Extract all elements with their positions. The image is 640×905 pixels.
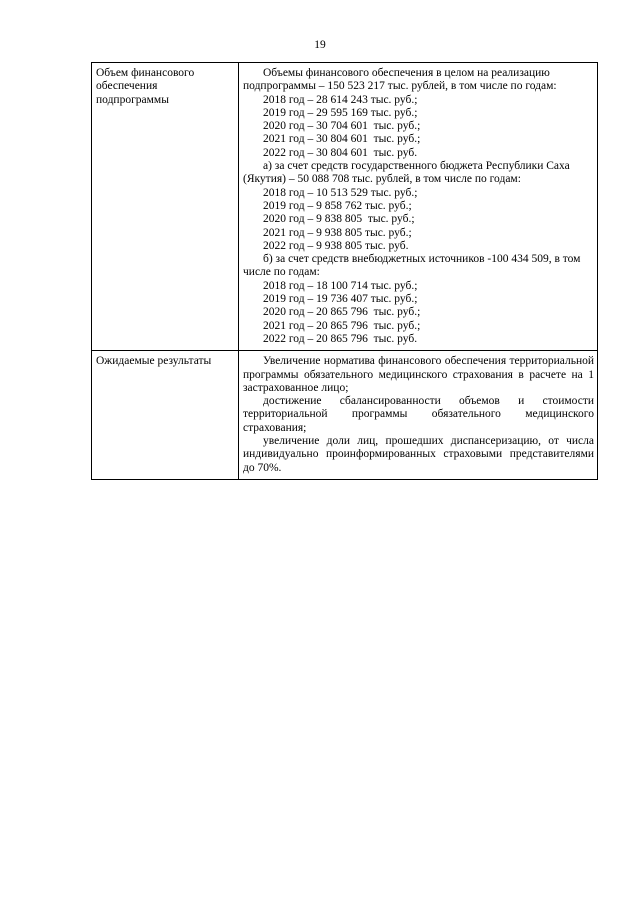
result-item: увеличение доли лиц, прошедших диспансеризацию, от числа индивидуально проинформированных страховыми представителями до 70%. bbox=[243, 435, 594, 474]
year-b-2020: 2020 год – 20 865 796 тыс. руб.; bbox=[263, 306, 421, 319]
year-b-2018: 2018 год – 18 100 714 тыс. руб.; bbox=[263, 279, 418, 292]
years-total-list bbox=[243, 94, 594, 160]
years-b-list bbox=[243, 280, 594, 346]
source-a-text: а) за счет средств государственного бюджета Республики Саха (Якутия) – 50 088 708 тыс. рублей, в том числе по годам: bbox=[243, 160, 570, 186]
year-a-2022: 2022 год – 9 938 805 тыс. руб. bbox=[263, 239, 409, 252]
results-content-cell bbox=[239, 351, 598, 480]
year-b-2022: 2022 год – 20 865 796 тыс. руб. bbox=[263, 332, 418, 345]
row-label-results: Ожидаемые результаты bbox=[96, 355, 212, 368]
year-a-2018: 2018 год – 10 513 529 тыс. руб.; bbox=[263, 186, 418, 199]
years-a-list bbox=[243, 187, 594, 253]
year-b-2021: 2021 год – 20 865 796 тыс. руб.; bbox=[263, 319, 421, 332]
financing-content-cell bbox=[239, 63, 598, 351]
result-item: Увеличение норматива финансового обеспечения территориальной программы обязательного медицинского страхования в расчете на 1 застрахованное лицо; bbox=[243, 355, 594, 394]
result-item: достижение сбалансированности объемов и стоимости территориальной программы обязательного медицинского страхования; bbox=[243, 395, 594, 434]
source-b-text: б) за счет средств внебюджетных источников -100 434 509, в том числе по годам: bbox=[243, 253, 581, 279]
subprogram-passport-table bbox=[91, 62, 598, 480]
year-a-2019: 2019 год – 9 858 762 тыс. руб.; bbox=[263, 199, 412, 212]
financing-label-cell bbox=[92, 63, 239, 351]
page-number: 19 bbox=[314, 39, 326, 51]
year-total-2018: 2018 год – 28 614 243 тыс. руб.; bbox=[263, 93, 418, 106]
year-a-2021: 2021 год – 9 938 805 тыс. руб.; bbox=[263, 226, 412, 239]
year-total-2019: 2019 год – 29 595 169 тыс. руб.; bbox=[263, 106, 418, 119]
table-row-results bbox=[92, 351, 598, 480]
year-total-2021: 2021 год – 30 804 601 тыс. руб.; bbox=[263, 133, 421, 146]
financing-intro: Объемы финансового обеспечения в целом на реализацию подпрограммы – 150 523 217 тыс. рублей, в том числе по годам: bbox=[243, 67, 557, 93]
table-row-financing bbox=[92, 63, 598, 351]
year-total-2022: 2022 год – 30 804 601 тыс. руб. bbox=[263, 146, 418, 159]
year-total-2020: 2020 год – 30 704 601 тыс. руб.; bbox=[263, 120, 421, 133]
year-b-2019: 2019 год – 19 736 407 тыс. руб.; bbox=[263, 293, 418, 306]
year-a-2020: 2020 год – 9 838 805 тыс. руб.; bbox=[263, 213, 415, 226]
results-label-cell bbox=[92, 351, 239, 480]
row-label-financing: Объем финансового обеспечения подпрограммы bbox=[96, 67, 195, 106]
